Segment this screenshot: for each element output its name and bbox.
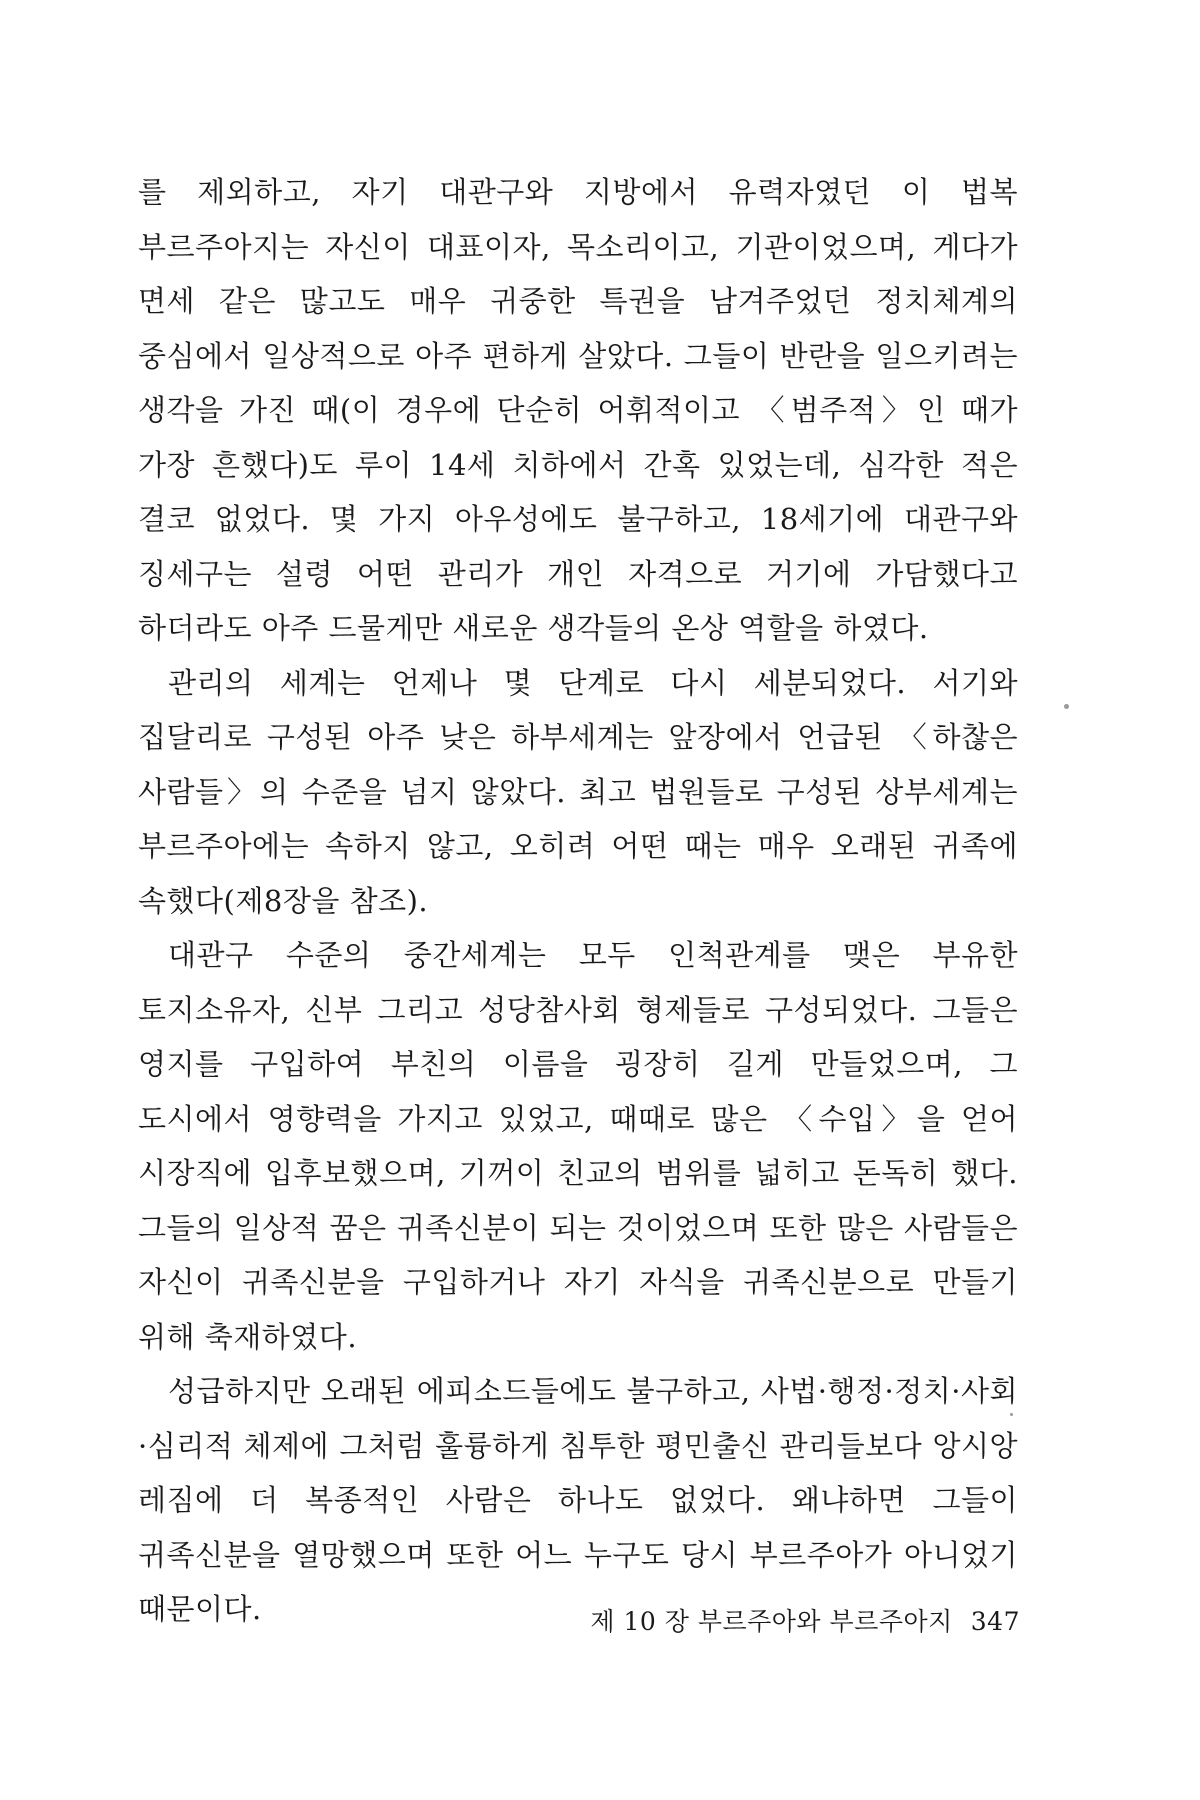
chapter-title: 제 10 장 부르주아와 부르주아지	[590, 1607, 953, 1636]
body-text	[138, 165, 1018, 1637]
scan-speck	[1010, 1413, 1013, 1416]
paragraph-officials-world: 관리의 세계는 언제나 몇 단계로 다시 세분되었다. 서기와 집달리로 구성된 아주 낮은 하부세계는 앞장에서 언급된 〈하찮은 사람들〉의 수준을 넘지 않았다. 최고 법원들로 구성된 상부세계는 부르주아에는 속하지 않고, 오히려 어떤 때는 매우 오래된 귀족에 속했다(제8장을 참조).	[138, 665, 1018, 918]
paragraph-middle-world: 대관구 수준의 중간세계는 모두 인척관계를 맺은 부유한 토지소유자, 신부 그리고 성당참사회 형제들로 구성되었다. 그들은 영지를 구입하여 부친의 이름을 굉장히 길게 만들었으며, 그 도시에서 영향력을 가지고 있었고, 때때로 많은 〈수입〉을 얻어 시장직에 입후보했으며, 기꺼이 친교의 범위를 넓히고 돈독히 했다. 그들의 일상적 꿈은 귀족신분이 되는 것이었으며 또한 많은 사람들은 자신이 귀족신분을 구입하거나 자기 자식을 귀족신분으로 만들기 위해 축재하였다.	[138, 938, 1018, 1354]
paragraph-conclusion: 성급하지만 오래된 에피소드들에도 불구하고, 사법·행정·정치·사회·심리적 체제에 그처럼 훌륭하게 침투한 평민출신 관리들보다 앙시앙 레짐에 더 복종적인 사람은 하나도 없었다. 왜냐하면 그들이 귀족신분을 열망했으며 또한 어느 누구도 당시 부르주아가 아니었기 때문이다.	[138, 1374, 1018, 1626]
running-footer	[590, 1602, 1020, 1638]
scan-speck	[1064, 704, 1069, 709]
paragraph-continued: 를 제외하고, 자기 대관구와 지방에서 유력자였던 이 법복 부르주아지는 자신이 대표이자, 목소리이고, 기관이었으며, 게다가 면세 같은 많고도 매우 귀중한 특권을 남겨주었던 정치체계의 중심에서 일상적으로 아주 편하게 살았다. 그들이 반란을 일으키려는 생각을 가진 때(이 경우에 단순히 어휘적이고 〈범주적〉인 때가 가장 흔했다)도 루이 14세 치하에서 간혹 있었는데, 심각한 적은 결코 없었다. 몇 가지 아우성에도 불구하고, 18세기에 대관구와 징세구는 설령 어떤 관리가 개인 자격으로 거기에 가담했다고 하더라도 아주 드물게만 새로운 생각들의 온상 역할을 하였다.	[138, 175, 1018, 645]
page-number: 347	[970, 1607, 1020, 1636]
